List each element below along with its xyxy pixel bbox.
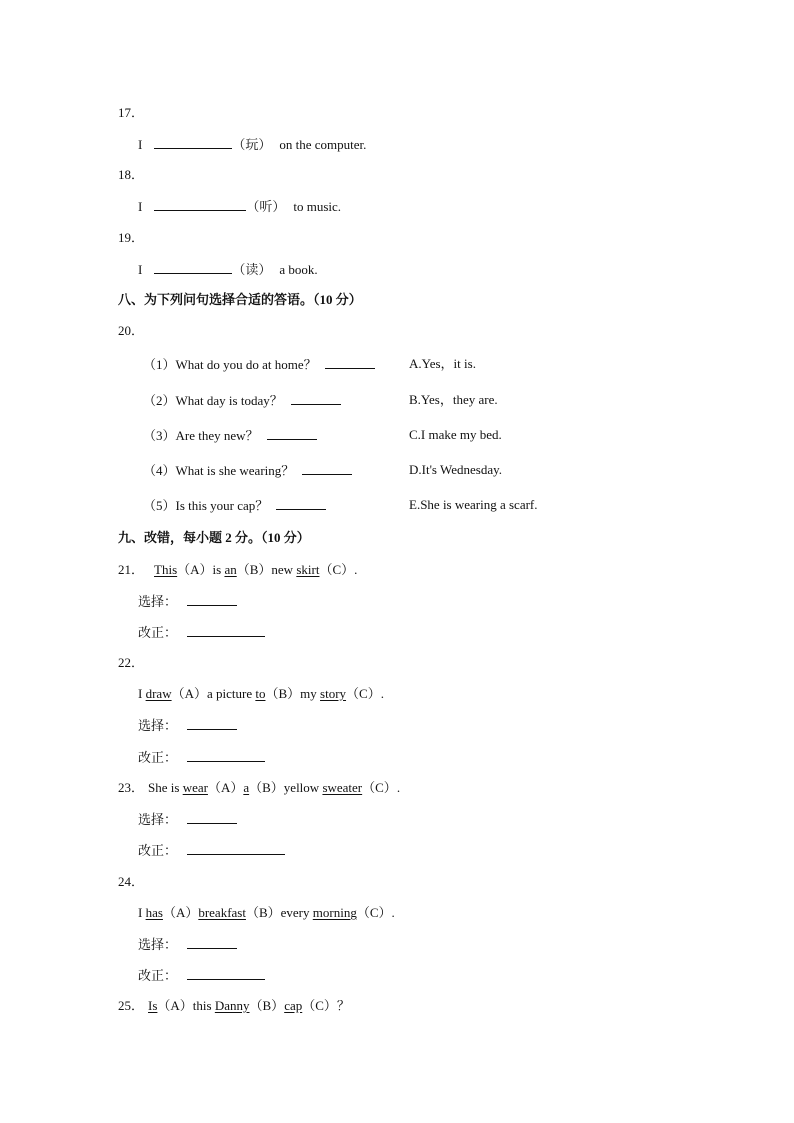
choose-blank[interactable]: [187, 716, 237, 730]
correct-blank[interactable]: [187, 966, 265, 980]
question-24-sentence: I has（A）breakfast（B）every morning（C）.: [138, 905, 395, 920]
correct-blank[interactable]: [187, 623, 265, 637]
question-22-number: 22．: [118, 655, 145, 670]
choose-blank[interactable]: [187, 935, 237, 949]
answer-blank[interactable]: [276, 496, 326, 510]
q22-correct-line: 改正：: [138, 748, 265, 767]
question-17-sentence: I （玩） on the computer.: [138, 137, 367, 152]
correct-blank[interactable]: [187, 841, 285, 855]
q22-choose-line: 选择：: [138, 716, 237, 735]
section-9-title: 九、改错，每小题 2 分。（10 分）: [118, 530, 310, 545]
question-18-number: 18．: [118, 167, 145, 182]
matching-option-e: E.She is wearing a scarf.: [409, 497, 538, 512]
q23-correct-line: 改正：: [138, 841, 285, 860]
question-25-sentence: 25． Is（A）this Danny（B）cap（C）？: [118, 998, 350, 1013]
question-18-sentence: I （听） to music.: [138, 199, 342, 214]
question-19-sentence: I （读） a book.: [138, 262, 318, 277]
matching-question-4: （4）What is she wearing？: [143, 461, 352, 480]
q24-correct-line: 改正：: [138, 966, 265, 985]
answer-blank[interactable]: [154, 135, 232, 149]
question-19-number: 19．: [118, 230, 145, 245]
matching-question-5: （5）Is this your cap？: [143, 496, 326, 515]
matching-option-d: D.It's Wednesday.: [409, 462, 502, 477]
matching-question-1: （1）What do you do at home？: [143, 355, 375, 374]
q21-choose-line: 选择：: [138, 592, 237, 611]
section-8-title: 八、为下列问句选择合适的答语。（10 分）: [118, 292, 362, 307]
matching-option-c: C.I make my bed.: [409, 427, 502, 442]
answer-blank[interactable]: [154, 260, 232, 274]
choose-blank[interactable]: [187, 810, 237, 824]
question-17-number: 17．: [118, 105, 145, 120]
question-21-sentence: 21． This（A）is an（B）new skirt（C）.: [118, 562, 358, 577]
q23-choose-line: 选择：: [138, 810, 237, 829]
matching-question-3: （3）Are they new？: [143, 426, 317, 445]
choose-blank[interactable]: [187, 592, 237, 606]
matching-question-2: （2）What day is today？: [143, 391, 341, 410]
matching-option-b: B.Yes，they are.: [409, 392, 498, 407]
question-20-number: 20．: [118, 323, 145, 338]
answer-blank[interactable]: [267, 426, 317, 440]
answer-blank[interactable]: [325, 355, 375, 369]
answer-blank[interactable]: [291, 391, 341, 405]
question-24-number: 24．: [118, 874, 145, 889]
answer-blank[interactable]: [302, 461, 352, 475]
question-23-sentence: 23． She is wear（A）a（B）yellow sweater（C）.: [118, 780, 401, 795]
question-22-sentence: I draw（A）a picture to（B）my story（C）.: [138, 686, 384, 701]
correct-blank[interactable]: [187, 748, 265, 762]
q24-choose-line: 选择：: [138, 935, 237, 954]
q21-correct-line: 改正：: [138, 623, 265, 642]
answer-blank[interactable]: [154, 197, 246, 211]
matching-option-a: A.Yes，it is.: [409, 356, 476, 371]
